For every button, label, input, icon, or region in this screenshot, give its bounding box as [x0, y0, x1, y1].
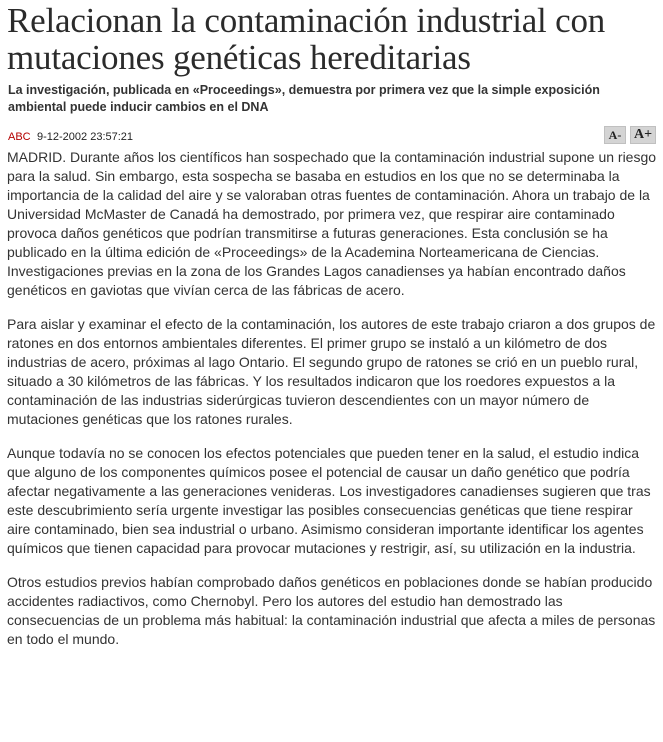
font-increase-button[interactable]: A+ [630, 126, 656, 144]
subtitle: La investigación, publicada en «Proceedings», demuestra por primera vez que la simple exposición ambiental puede inducir cambios en el DNA [8, 83, 600, 114]
font-decrease-button[interactable]: A- [604, 126, 626, 144]
paragraph-1: MADRID. Durante años los científicos han sospechado que la contaminación industrial supone un riesgo para la salud. Sin embargo, esta sospecha se basaba en estudios en los que no se determinaba la importancia de la calidad del aire y se valoraban otras fuentes de contaminación. Ahora un trabajo de la Universidad McMaster de Canadá ha demostrado, por primera vez, que respirar aire contaminado provoca daños genéticos que podrían transmitirse a futuras generaciones. Esta conclusión se ha publicado en la última edición de «Proceedings» de la Academina Norteamericana de Ciencias. Investigaciones previas en la zona de los Grandes Lagos canadienses ya habían encontrado daños genéticos en gaviotas que vivían cerca de las fábricas de acero. [7, 149, 657, 298]
paragraph-4: Otros estudios previos habían comprobado daños genéticos en poblaciones donde se habían producido accidentes radiactivos, como Chernobyl. Pero los autores del estudio han demostrado las consecuencias de un problema más habitual: la contaminación industrial que afecta a miles de personas en todo el mundo. [7, 574, 656, 647]
source-label: ABC [8, 131, 31, 143]
article-meta [7, 126, 657, 148]
font-size-controls [604, 126, 656, 144]
article-body [7, 148, 657, 649]
paragraph-3: Aunque todavía no se conocen los efectos potenciales que pueden tener en la salud, el estudio indica que alguno de los componentes químicos posee el potencial de causar un daño genético que podría afectar negativamente a las generaciones venideras. Los investigadores canadienses sugieren que tras este descubrimiento sería urgente investigar las posibles consecuencias genéticas que tiene respirar aire contaminado, bien sea industrial o urbano. Asimismo consideran importante identificar los agentes químicos que tienen capacidad para provocar mutaciones y restrigir, así, su utilización en la industria. [7, 445, 651, 556]
publish-datetime: 9-12-2002 23:57:21 [37, 131, 134, 143]
paragraph-2: Para aislar y examinar el efecto de la contaminación, los autores de este trabajo criaron a dos grupos de ratones en dos entornos ambientales diferentes. El primer grupo se instaló a un kilómetro de dos industrias de acero, próximas al lago Ontario. El segundo grupo de ratones se crió en un pueblo rural, situado a 30 kilómetros de las fábricas. Y los resultados indicaron que los roedores expuestos a la contaminación de las industrias siderúrgicas tuvieron descendientes con un mayor número de mutaciones genéticas que los ratones rurales. [7, 316, 656, 427]
headline: Relacionan la contaminación industrial con mutaciones genéticas hereditarias [7, 1, 606, 77]
